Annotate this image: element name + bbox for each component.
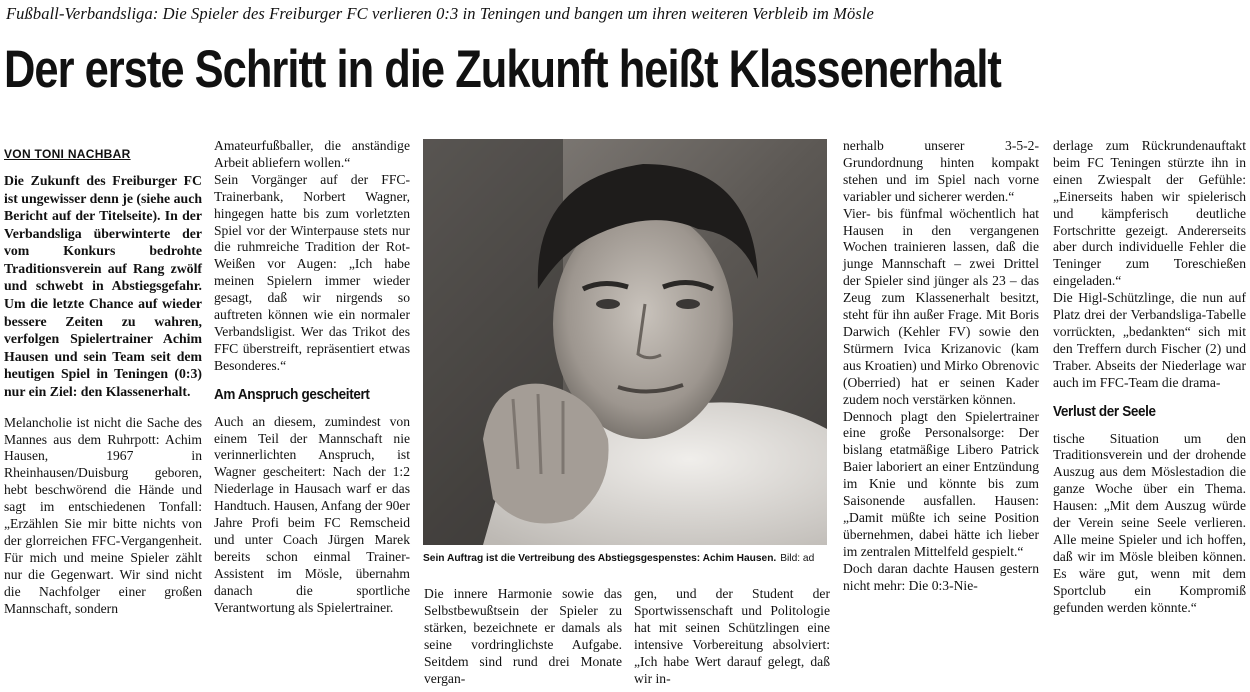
lead-paragraph: Die Zukunft des Freiburger FC ist ungewisser denn je (siehe auch Bericht auf der Titelseite). In der Verbandsliga überwinterte der vom Konkurs bedrohte Traditionsverein auf Rang zwölf und schwebt in Abstiegsgefahr. Um die letzte Chance auf wieder bessere Zeiten zu wahren, verfolgen Spielertrainer Achim Hausen und sein Team seit dem heutigen Spiel in Teningen (0:3) nur ein Ziel: den Klassenerhalt. [4, 172, 202, 400]
caption-text: Sein Auftrag ist die Vertreibung des Abstiegsgespenstes: Achim Hausen. [423, 553, 777, 564]
body-paragraph: Die innere Harmonie sowie das Selbstbewußtsein der Spieler zu stärken, bezeichnete er damals als seine vordringlichste Aufgabe. Seitdem sind rund drei Monate vergan- [424, 586, 622, 686]
body-paragraph: Die Higl-Schützlinge, die nun auf Platz drei der Verbandsliga-Tabelle vorrückten, „bedankten“ sich mit den Treffern durch Fischer (2) und Traber. Abseits der Niederlage war auch im FFC-Team die drama- [1053, 290, 1246, 390]
body-paragraph: Sein Vorgänger auf der FFC-Trainerbank, Norbert Wagner, hingegen hatte bis zum vorletzten Spiel vor der Winterpause stets nur die ruhmreiche Tradition der Rot-Weißen vor Augen: „Ich habe meinen Spielern immer wieder gesagt, daß wir nirgends so auftreten können wie ein normaler Verbandsligist. Wer das Trikot des FFC überstreift, repräsentiert etwas Besonderes.“ [214, 171, 410, 373]
column-5 [843, 138, 1039, 594]
portrait-image [423, 139, 827, 545]
subheading: Verlust der Seele [1053, 402, 1156, 420]
column-1 [4, 146, 202, 618]
column-2 [214, 138, 410, 616]
article-headline: Der erste Schritt in die Zukunft heißt Klassenerhalt [4, 40, 1001, 99]
body-paragraph: gen, und der Student der Sportwissenschaft und Politologie hat mit seinen Schützlingen eine intensive Vorbereitung absolviert: „Ich habe Wert darauf gelegt, daß wir in- [634, 586, 830, 686]
column-6 [1053, 138, 1246, 616]
body-paragraph: nerhalb unserer 3-5-2-Grundordnung hinten kompakt stehen und im Spiel nach vorne variabler und sicherer werden.“ [843, 138, 1039, 204]
column-4 [634, 586, 830, 687]
body-paragraph: Melancholie ist nicht die Sache des Mannes aus dem Ruhrpott: Achim Hausen, 1967 in Rheinhausen/Duisburg geboren, hebt beschwörend die Hände und sagt im entschiedenen Tonfall: „Erzählen Sie mir bitte nichts von der glorreichen FFC-Vergangenheit. Für mich und meine Spieler zählt nur die Gegenwart. Wir sind nicht die Nachfolger einer großen Mannschaft, sondern [4, 414, 202, 616]
body-paragraph: Doch daran dachte Hausen gestern nicht mehr: Die 0:3-Nie- [843, 560, 1039, 593]
body-paragraph: Dennoch plagt den Spielertrainer eine große Personalsorge: Der bislang etatmäßige Libero Patrick Baier laboriert an einer Entzündung im Knie und könnte bis zum Saisonende ausfallen. Hausen: „Damit müßte ich seine Position übernehmen, dabei hätte ich lieber im zentralen Mittelfeld gespielt.“ [843, 408, 1039, 559]
kicker-line: Fußball-Verbandsliga: Die Spieler des Freiburger FC verlieren 0:3 in Teningen und bangen um ihren weiteren Verbleib im Mösle [6, 4, 874, 23]
photo-credit: Bild: ad [780, 553, 815, 564]
byline: VON TONI NACHBAR [4, 147, 131, 161]
body-paragraph: Vier- bis fünfmal wöchentlich hat Hausen in den vergangenen Wochen trainieren lassen, daß die junge Mannschaft – zwei Drittel der Spieler sind jünger als 23 – das Zeug zum Klassenerhalt besitzt, steht für ihn außer Frage. Mit Boris Darwich (Kehler FV) sowie den Stürmern Ivica Krizanovic (kam aus Kroatien) und Mirko Obrenovic (Oberried) hat er seinen Kader zudem noch verstärken können. [843, 205, 1039, 407]
column-3 [424, 586, 622, 687]
body-paragraph: derlage zum Rückrundenauftakt beim FC Teningen stürzte ihn in einen Zwiespalt der Gefühle: „Einerseits haben wir spielerisch und kämpferisch deutliche Fortschritte gezeigt. Andererseits aber durch individuelle Fehler die Teninger zum Toreschießen eingeladen.“ [1053, 138, 1246, 289]
body-paragraph: tische Situation um den Traditionsverein und der drohende Auszug aus dem Möslestadion die ganze Woche über ein Thema. Hausen: „Mit dem Auszug würde der Verein seine Seele verlieren. Alle meine Spieler und ich hoffen, daß wir im Mösle bleiben können. Es wäre gut, wenn mit dem Sportclub ein Kompromiß gefunden werden könnte.“ [1053, 430, 1246, 615]
body-paragraph: Auch an diesem, zumindest von einem Teil der Mannschaft nie verinnerlichten Anspruch, ist Wagner gescheitert: Nach der 1:2 Niederlage in Hausach warf er das Handtuch. Hausen, Anfang der 90er Jahre Profi beim FC Remscheid und unter Coach Jürgen Marek bereits schon einmal Trainer-Assistent im Mösle, übernahm danach die sportliche Verantwortung als Spielertrainer. [214, 413, 410, 615]
photo-caption [423, 553, 833, 564]
portrait-photo [423, 139, 827, 545]
body-paragraph: Amateurfußballer, die anständige Arbeit abliefern wollen.“ [214, 138, 410, 170]
subheading: Am Anspruch gescheitert [214, 385, 370, 403]
